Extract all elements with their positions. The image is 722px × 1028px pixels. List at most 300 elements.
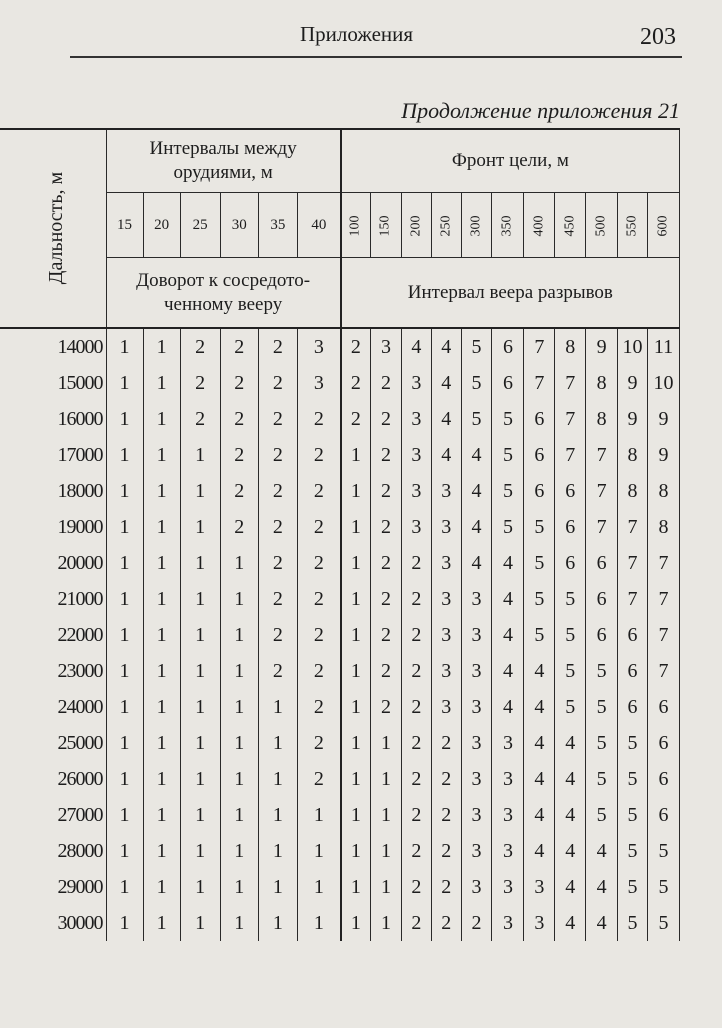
target-front-header xyxy=(401,193,431,258)
target-front-header xyxy=(555,193,586,258)
turn-cell: 1 xyxy=(258,833,297,869)
front-header: Фронт цели, м xyxy=(341,129,680,193)
turn-cell: 1 xyxy=(143,689,180,725)
fan-cell: 6 xyxy=(586,617,618,653)
fan-cell: 1 xyxy=(371,869,402,905)
turn-cell: 1 xyxy=(106,653,143,689)
fan-cell: 1 xyxy=(341,437,371,473)
fan-cell: 4 xyxy=(586,833,618,869)
turn-cell: 1 xyxy=(297,905,340,941)
fan-cell: 1 xyxy=(371,833,402,869)
fan-cell: 6 xyxy=(524,473,555,509)
fan-cell: 4 xyxy=(461,545,492,581)
fan-cell: 1 xyxy=(371,725,402,761)
turn-cell: 2 xyxy=(297,509,340,545)
fan-cell: 4 xyxy=(461,473,492,509)
fan-cell: 3 xyxy=(431,653,461,689)
target-front-header xyxy=(647,193,679,258)
turn-cell: 1 xyxy=(180,689,220,725)
fan-cell: 7 xyxy=(647,617,679,653)
fan-cell: 2 xyxy=(431,761,461,797)
turn-cell: 1 xyxy=(220,761,258,797)
turn-cell: 2 xyxy=(297,473,340,509)
fan-cell: 4 xyxy=(555,761,586,797)
turn-cell: 1 xyxy=(143,437,180,473)
turn-cell: 2 xyxy=(297,617,340,653)
turn-cell: 1 xyxy=(143,365,180,401)
fan-cell: 7 xyxy=(524,365,555,401)
fan-cell: 4 xyxy=(555,869,586,905)
fan-cell: 2 xyxy=(401,545,431,581)
turn-cell: 1 xyxy=(180,581,220,617)
range-cell: 30000 xyxy=(0,905,106,941)
turn-cell: 1 xyxy=(106,401,143,437)
turn-cell: 1 xyxy=(106,797,143,833)
turn-cell: 2 xyxy=(258,545,297,581)
range-cell: 25000 xyxy=(0,725,106,761)
turn-cell: 2 xyxy=(297,581,340,617)
fan-cell: 2 xyxy=(431,725,461,761)
turn-cell: 2 xyxy=(220,509,258,545)
fan-cell: 2 xyxy=(401,797,431,833)
table-row xyxy=(0,328,680,365)
fan-cell: 6 xyxy=(647,689,679,725)
table-row xyxy=(0,833,680,869)
fan-cell: 4 xyxy=(524,833,555,869)
fan-cell: 3 xyxy=(461,797,492,833)
fan-cell: 11 xyxy=(647,328,679,365)
fan-cell: 2 xyxy=(371,473,402,509)
turn-cell: 1 xyxy=(180,473,220,509)
fan-cell: 1 xyxy=(371,761,402,797)
fan-cell: 2 xyxy=(401,725,431,761)
table-row xyxy=(0,761,680,797)
fan-cell: 7 xyxy=(618,509,648,545)
turn-cell: 3 xyxy=(297,328,340,365)
target-front-label: 400 xyxy=(531,215,547,236)
fan-cell: 6 xyxy=(555,545,586,581)
fan-cell: 4 xyxy=(524,725,555,761)
fan-cell: 3 xyxy=(461,725,492,761)
intervals-header: Интервалы между орудиями, м xyxy=(106,129,341,193)
fan-cell: 2 xyxy=(461,905,492,941)
fan-cell: 3 xyxy=(401,437,431,473)
turn-cell: 1 xyxy=(180,869,220,905)
fan-cell: 3 xyxy=(401,509,431,545)
turn-cell: 3 xyxy=(297,365,340,401)
turn-cell: 1 xyxy=(220,581,258,617)
fan-cell: 6 xyxy=(647,797,679,833)
fan-cell: 2 xyxy=(371,653,402,689)
turn-cell: 1 xyxy=(220,797,258,833)
fan-cell: 10 xyxy=(618,328,648,365)
fan-cell: 7 xyxy=(618,581,648,617)
page-number: 203 xyxy=(640,24,676,50)
fan-cell: 6 xyxy=(555,473,586,509)
fan-cell: 1 xyxy=(341,869,371,905)
fan-cell: 6 xyxy=(555,509,586,545)
fan-cell: 5 xyxy=(647,905,679,941)
fan-cell: 3 xyxy=(461,833,492,869)
fan-cell: 4 xyxy=(524,653,555,689)
range-cell: 23000 xyxy=(0,653,106,689)
turn-cell: 1 xyxy=(180,545,220,581)
fan-cell: 3 xyxy=(492,833,524,869)
fan-cell: 3 xyxy=(401,365,431,401)
turn-cell: 2 xyxy=(220,401,258,437)
table-row xyxy=(0,401,680,437)
table-row xyxy=(0,653,680,689)
turn-cell: 2 xyxy=(297,689,340,725)
turn-cell: 2 xyxy=(220,328,258,365)
fan-cell: 6 xyxy=(586,545,618,581)
turn-cell: 2 xyxy=(258,401,297,437)
fan-cell: 5 xyxy=(586,689,618,725)
turn-cell: 2 xyxy=(220,365,258,401)
fan-cell: 1 xyxy=(341,833,371,869)
table-row xyxy=(0,869,680,905)
fan-cell: 1 xyxy=(341,905,371,941)
fan-cell: 7 xyxy=(618,545,648,581)
table-row xyxy=(0,545,680,581)
turn-cell: 1 xyxy=(143,725,180,761)
gun-interval-header: 40 xyxy=(297,193,340,258)
gun-interval-header: 35 xyxy=(258,193,297,258)
fan-cell: 1 xyxy=(341,473,371,509)
turn-cell: 1 xyxy=(258,905,297,941)
fan-cell: 5 xyxy=(618,797,648,833)
fan-cell: 4 xyxy=(431,437,461,473)
fan-cell: 5 xyxy=(618,905,648,941)
target-front-label: 300 xyxy=(468,215,484,236)
target-front-header xyxy=(461,193,492,258)
turn-cell: 1 xyxy=(143,869,180,905)
fan-cell: 5 xyxy=(492,509,524,545)
fan-cell: 4 xyxy=(461,437,492,473)
fan-cell: 3 xyxy=(431,509,461,545)
turn-cell: 1 xyxy=(106,509,143,545)
running-title: Приложения xyxy=(300,22,414,46)
turn-cell: 2 xyxy=(258,328,297,365)
turn-cell: 1 xyxy=(180,761,220,797)
fan-cell: 3 xyxy=(431,617,461,653)
turn-cell: 1 xyxy=(106,473,143,509)
fan-cell: 5 xyxy=(586,725,618,761)
turn-cell: 1 xyxy=(220,689,258,725)
range-header: Дальность, м xyxy=(45,171,68,285)
fan-cell: 6 xyxy=(618,617,648,653)
fan-cell: 4 xyxy=(401,328,431,365)
range-cell: 19000 xyxy=(0,509,106,545)
fan-cell: 1 xyxy=(341,617,371,653)
range-cell: 15000 xyxy=(0,365,106,401)
fan-cell: 4 xyxy=(586,869,618,905)
turn-cell: 1 xyxy=(106,581,143,617)
turn-cell: 1 xyxy=(180,509,220,545)
turn-cell: 1 xyxy=(297,833,340,869)
fan-cell: 4 xyxy=(524,797,555,833)
fan-cell: 2 xyxy=(371,617,402,653)
table-row xyxy=(0,581,680,617)
fan-cell: 5 xyxy=(647,833,679,869)
fan-cell: 2 xyxy=(401,761,431,797)
table-row xyxy=(0,365,680,401)
fan-cell: 4 xyxy=(555,797,586,833)
turn-cell: 1 xyxy=(106,365,143,401)
fan-cell: 3 xyxy=(461,653,492,689)
turn-cell: 1 xyxy=(106,833,143,869)
fan-cell: 2 xyxy=(431,797,461,833)
fan-cell: 5 xyxy=(618,761,648,797)
turn-cell: 2 xyxy=(220,437,258,473)
fan-cell: 4 xyxy=(492,545,524,581)
range-cell: 21000 xyxy=(0,581,106,617)
fan-cell: 5 xyxy=(586,797,618,833)
table-row xyxy=(0,437,680,473)
fan-label: Интервал веера разрывов xyxy=(341,258,680,329)
turn-cell: 2 xyxy=(258,437,297,473)
fan-cell: 3 xyxy=(431,689,461,725)
turn-cell: 1 xyxy=(143,545,180,581)
header-rule xyxy=(70,56,682,58)
fan-cell: 2 xyxy=(371,365,402,401)
fan-cell: 6 xyxy=(647,725,679,761)
fan-cell: 3 xyxy=(401,401,431,437)
fan-cell: 1 xyxy=(371,905,402,941)
target-front-label: 100 xyxy=(347,215,363,236)
target-front-header xyxy=(586,193,618,258)
turn-cell: 1 xyxy=(297,797,340,833)
fan-cell: 6 xyxy=(492,328,524,365)
turn-cell: 1 xyxy=(258,761,297,797)
turn-cell: 1 xyxy=(106,437,143,473)
turn-cell: 1 xyxy=(220,653,258,689)
target-front-header xyxy=(341,193,371,258)
fan-cell: 4 xyxy=(524,761,555,797)
fan-cell: 7 xyxy=(555,401,586,437)
target-front-label: 250 xyxy=(438,215,454,236)
fan-cell: 7 xyxy=(647,545,679,581)
fan-cell: 2 xyxy=(371,437,402,473)
fan-cell: 8 xyxy=(647,473,679,509)
turn-cell: 1 xyxy=(180,437,220,473)
fan-cell: 9 xyxy=(618,365,648,401)
fan-cell: 2 xyxy=(401,617,431,653)
turn-cell: 2 xyxy=(258,365,297,401)
turn-cell: 1 xyxy=(220,869,258,905)
turn-cell: 1 xyxy=(143,653,180,689)
turn-cell: 1 xyxy=(220,833,258,869)
table-body xyxy=(0,328,680,941)
turn-cell: 1 xyxy=(258,797,297,833)
target-front-header xyxy=(431,193,461,258)
firing-table xyxy=(0,128,680,941)
target-front-header xyxy=(524,193,555,258)
fan-cell: 5 xyxy=(555,653,586,689)
fan-cell: 5 xyxy=(555,581,586,617)
fan-cell: 4 xyxy=(431,365,461,401)
turn-cell: 1 xyxy=(143,905,180,941)
fan-cell: 4 xyxy=(555,905,586,941)
range-cell: 14000 xyxy=(0,328,106,365)
fan-cell: 2 xyxy=(371,581,402,617)
fan-cell: 4 xyxy=(431,401,461,437)
fan-cell: 7 xyxy=(586,437,618,473)
fan-cell: 6 xyxy=(524,437,555,473)
fan-cell: 6 xyxy=(618,689,648,725)
table-row xyxy=(0,797,680,833)
range-header-cell xyxy=(0,129,106,328)
turn-cell: 2 xyxy=(297,725,340,761)
fan-cell: 7 xyxy=(647,653,679,689)
fan-cell: 1 xyxy=(371,797,402,833)
turn-cell: 1 xyxy=(180,797,220,833)
fan-cell: 5 xyxy=(524,509,555,545)
range-cell: 24000 xyxy=(0,689,106,725)
range-cell: 27000 xyxy=(0,797,106,833)
fan-cell: 4 xyxy=(492,689,524,725)
turn-cell: 1 xyxy=(106,725,143,761)
turn-cell: 1 xyxy=(143,509,180,545)
turn-cell: 1 xyxy=(220,617,258,653)
fan-cell: 5 xyxy=(492,437,524,473)
table-row xyxy=(0,905,680,941)
fan-cell: 5 xyxy=(461,328,492,365)
fan-cell: 3 xyxy=(461,581,492,617)
turn-cell: 1 xyxy=(106,617,143,653)
header-row-groups xyxy=(0,129,680,193)
fan-cell: 2 xyxy=(401,833,431,869)
table-row xyxy=(0,509,680,545)
fan-cell: 3 xyxy=(461,869,492,905)
turn-cell: 2 xyxy=(180,328,220,365)
turn-cell: 1 xyxy=(220,545,258,581)
fan-cell: 3 xyxy=(461,761,492,797)
turn-cell: 1 xyxy=(106,761,143,797)
range-cell: 28000 xyxy=(0,833,106,869)
fan-cell: 8 xyxy=(586,365,618,401)
fan-cell: 5 xyxy=(586,653,618,689)
target-front-label: 350 xyxy=(499,215,515,236)
fan-cell: 4 xyxy=(555,725,586,761)
turn-cell: 1 xyxy=(106,689,143,725)
fan-cell: 2 xyxy=(371,509,402,545)
fan-cell: 4 xyxy=(431,328,461,365)
fan-cell: 1 xyxy=(341,509,371,545)
fan-cell: 3 xyxy=(492,869,524,905)
fan-cell: 6 xyxy=(492,365,524,401)
fan-cell: 4 xyxy=(461,509,492,545)
fan-cell: 2 xyxy=(431,833,461,869)
fan-cell: 1 xyxy=(341,689,371,725)
fan-cell: 3 xyxy=(431,581,461,617)
fan-cell: 2 xyxy=(341,328,371,365)
fan-cell: 3 xyxy=(371,328,402,365)
fan-cell: 2 xyxy=(341,401,371,437)
gun-interval-header: 20 xyxy=(143,193,180,258)
turn-cell: 1 xyxy=(180,905,220,941)
turn-cell: 1 xyxy=(258,725,297,761)
fan-cell: 2 xyxy=(431,905,461,941)
fan-cell: 8 xyxy=(555,328,586,365)
fan-cell: 4 xyxy=(555,833,586,869)
turn-cell: 1 xyxy=(220,905,258,941)
target-front-label: 500 xyxy=(593,215,609,236)
fan-cell: 5 xyxy=(618,833,648,869)
fan-cell: 6 xyxy=(647,761,679,797)
turn-cell: 2 xyxy=(258,509,297,545)
fan-cell: 1 xyxy=(341,725,371,761)
range-cell: 16000 xyxy=(0,401,106,437)
fan-cell: 9 xyxy=(647,437,679,473)
turn-cell: 2 xyxy=(297,653,340,689)
fan-cell: 3 xyxy=(461,617,492,653)
fan-cell: 8 xyxy=(647,509,679,545)
turn-cell: 2 xyxy=(258,473,297,509)
turn-cell: 1 xyxy=(180,833,220,869)
turn-cell: 1 xyxy=(143,328,180,365)
fan-cell: 3 xyxy=(492,761,524,797)
fan-cell: 2 xyxy=(401,581,431,617)
turn-cell: 2 xyxy=(220,473,258,509)
turn-cell: 1 xyxy=(180,725,220,761)
fan-cell: 1 xyxy=(341,545,371,581)
fan-cell: 5 xyxy=(524,545,555,581)
fan-cell: 5 xyxy=(618,869,648,905)
continuation-title: Продолжение приложения 21 xyxy=(401,98,680,123)
table-row xyxy=(0,617,680,653)
turn-cell: 1 xyxy=(143,581,180,617)
table-row xyxy=(0,689,680,725)
fan-cell: 4 xyxy=(586,905,618,941)
fan-cell: 6 xyxy=(618,653,648,689)
turn-cell: 2 xyxy=(297,545,340,581)
fan-cell: 1 xyxy=(341,797,371,833)
range-cell: 26000 xyxy=(0,761,106,797)
fan-cell: 3 xyxy=(461,689,492,725)
range-cell: 18000 xyxy=(0,473,106,509)
gun-interval-header: 25 xyxy=(180,193,220,258)
range-cell: 22000 xyxy=(0,617,106,653)
fan-cell: 5 xyxy=(492,401,524,437)
fan-cell: 6 xyxy=(524,401,555,437)
fan-cell: 3 xyxy=(524,869,555,905)
fan-cell: 5 xyxy=(461,365,492,401)
turn-cell: 1 xyxy=(106,905,143,941)
fan-cell: 3 xyxy=(492,797,524,833)
range-cell: 17000 xyxy=(0,437,106,473)
turn-cell: 1 xyxy=(180,653,220,689)
fan-cell: 9 xyxy=(647,401,679,437)
fan-cell: 3 xyxy=(524,905,555,941)
fan-cell: 6 xyxy=(586,581,618,617)
target-front-label: 200 xyxy=(408,215,424,236)
fan-cell: 2 xyxy=(401,689,431,725)
fan-cell: 8 xyxy=(586,401,618,437)
turn-cell: 1 xyxy=(180,617,220,653)
fan-cell: 3 xyxy=(431,545,461,581)
fan-cell: 8 xyxy=(618,437,648,473)
turn-cell: 1 xyxy=(106,328,143,365)
fan-cell: 7 xyxy=(586,509,618,545)
target-front-label: 450 xyxy=(562,215,578,236)
target-front-header xyxy=(618,193,648,258)
turn-cell: 1 xyxy=(143,473,180,509)
fan-cell: 5 xyxy=(555,617,586,653)
turn-cell: 1 xyxy=(143,401,180,437)
turn-cell: 1 xyxy=(258,689,297,725)
fan-cell: 5 xyxy=(524,617,555,653)
